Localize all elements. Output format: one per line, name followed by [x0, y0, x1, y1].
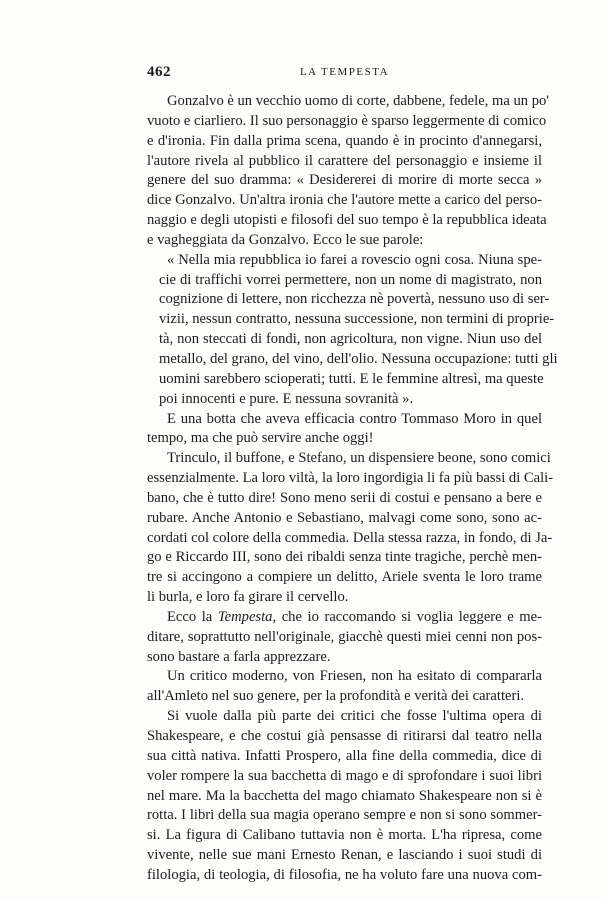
text-line: cordati col colore della commedia. Della stessa razza, in fondo, di Ja- — [147, 529, 553, 546]
text-fragment: , che io raccomando si voglia leggere e me- — [272, 608, 542, 625]
text-line: li burla, e loro fa girare il cervello. — [147, 589, 349, 606]
text-line: dice Gonzalvo. Un'altra ironia che l'autore mette a carico del perso- — [147, 192, 542, 209]
italic-title: Tempesta — [217, 608, 273, 625]
text-fragment: Ecco la — [167, 608, 213, 625]
text-line: Si vuole dalla più parte dei critici che fosse l'ultima opera di — [167, 708, 542, 725]
text-line: go e Riccardo III, sono dei ribaldi senza tinte tragiche, perchè men- — [147, 549, 542, 566]
text-line: Un critico moderno, von Friesen, non ha esitato di compararla — [167, 668, 542, 685]
text-line: essenzialmente. La loro viltà, la loro ingordigia li fa più bassi di Cali- — [147, 470, 554, 487]
quote-line: « Nella mia repubblica io farei a rovescio ogni cosa. Niuna spe- — [167, 251, 542, 268]
text-line: E una botta che aveva efficacia contro Tommaso Moro in quel — [167, 410, 542, 427]
text-line: Shakespeare, e che costui già pensasse di ritirarsi dal teatro nella — [147, 728, 542, 744]
text-line: Gonzalvo è un vecchio uomo di corte, dabbene, fedele, ma un po' — [167, 93, 549, 109]
quote-line: vizii, nessun contratto, nessuna successione, non termini di proprie- — [159, 311, 555, 328]
text-line: filologia, di teologia, di filosofia, ne ha voluto fare una nuova com- — [147, 866, 542, 883]
quote-line: tà, non steccati di fondi, non agricoltura, non vigne. Niun uso del — [159, 331, 542, 348]
text-line: all'Amleto nel suo genere, per la profondità e verità dei caratteri. — [147, 688, 525, 705]
text-line: tempo, ma che può servire anche oggi! — [147, 430, 374, 447]
text-line — [147, 608, 542, 628]
text-line: Trinculo, il buffone, e Stefano, un dispensiere beone, sono comici — [167, 450, 551, 467]
body-text — [147, 92, 558, 886]
quote-line: cie di traffichi vorrei permettere, non un nome di magistrato, non — [159, 271, 542, 288]
text-line: vuoto e ciarliero. Il suo personaggio è sparso leggermente di comico — [147, 112, 547, 129]
text-line: e d'ironia. Fin dalla prima scena, quando è in procinto d'annegarsi, — [147, 132, 542, 149]
quote-line: cognizione di lettere, non ricchezza nè povertà, nessuno uso di ser- — [159, 291, 550, 308]
page-header — [147, 64, 542, 84]
text-line: si. La figura di Calibano tuttavia non è morta. L'ha ripresa, come — [147, 827, 542, 844]
text-line: tre si accingono a compiere un delitto, Ariele sventa le loro trame — [147, 569, 542, 586]
text-line: vivente, nelle sue mani Ernesto Renan, e lasciando i suoi studi di — [147, 847, 542, 864]
text-line: sua città nativa. Infatti Prospero, alla fine della commedia, dice di — [147, 747, 542, 764]
text-line: e vagheggiata da Gonzalvo. Ecco le sue parole: — [147, 231, 424, 248]
text-line: sono bastare a farla apprezzare. — [147, 648, 331, 665]
text-line: genere del suo dramma: « Desidererei di morire di morte secca » — [147, 172, 542, 189]
text-line: voler rompere la sua bacchetta di mago e di sprofondare i suoi libri — [147, 767, 542, 784]
text-line: bano, che è tutto dire! Sono meno serii di costui e pensano a bere e — [147, 489, 542, 506]
quote-line: uomini sarebbero scioperati; tutti. E le femmine altresì, ma queste — [159, 370, 544, 387]
text-line: rubare. Anche Antonio e Sebastiano, malvagi come sono, sono ac- — [147, 509, 542, 526]
text-line: rotta. I libri della sua magia operano sempre e non si sono sommer- — [147, 807, 542, 824]
page-number: 462 — [147, 64, 171, 80]
running-title: LA TEMPESTA — [299, 66, 390, 78]
quote-line: poi innocenti e pure. E nessuna sovranità ». — [159, 390, 414, 407]
text-line: naggio e degli utopisti e filosofi del suo tempo è la repubblica ideata — [147, 212, 547, 229]
quote-line: metallo, del grano, del vino, dell'olio. Nessuna occupazione: tutti gli — [159, 350, 558, 367]
text-line: l'autore rivela al pubblico il carattere del personaggio e insieme il — [147, 152, 542, 169]
text-line: ditare, soprattutto nell'originale, giacchè questi miei cenni non pos- — [147, 628, 542, 645]
text-line: nel mare. Ma la bacchetta del mago chiamato Shakespeare non si è — [147, 787, 542, 804]
